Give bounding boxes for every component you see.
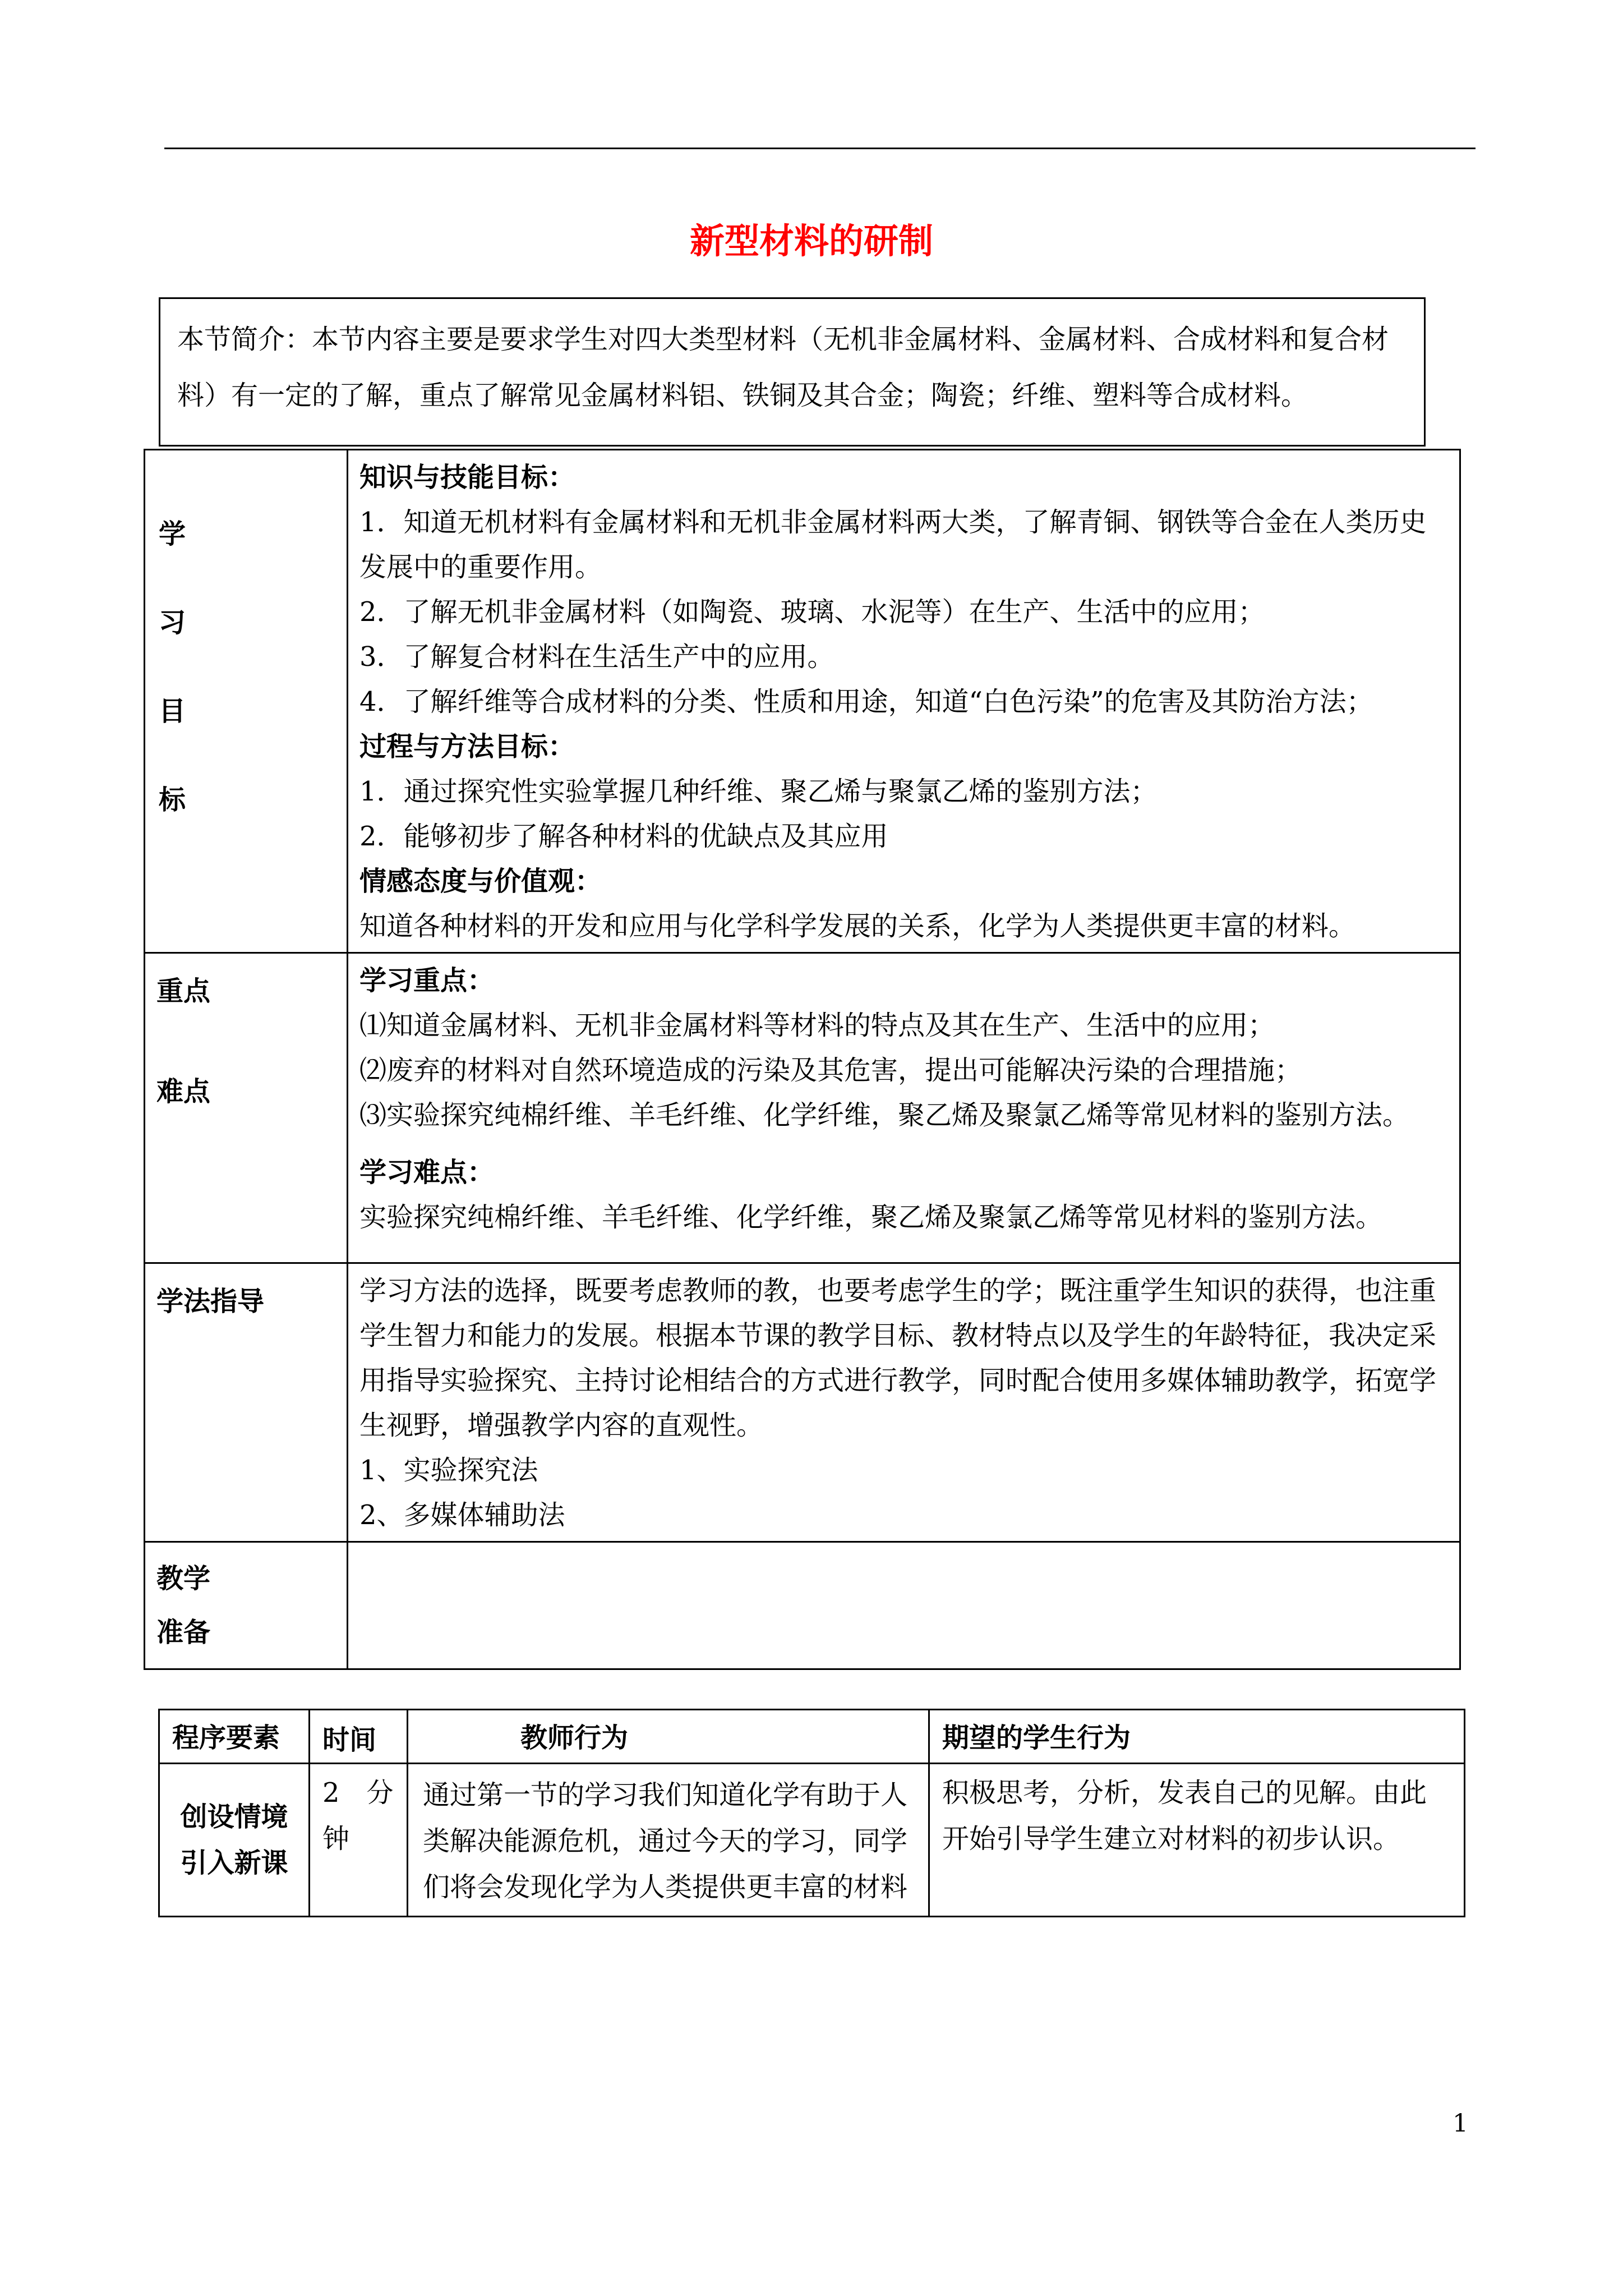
key-label-top: 重点 (156, 976, 211, 1007)
key-points-row (145, 953, 1460, 1263)
header-rule (164, 148, 1476, 149)
focus-heading: 学习重点： (359, 965, 495, 996)
knowledge-item: 3．了解复合材料在生活生产中的应用。 (359, 641, 834, 673)
preparation-content (348, 1542, 1460, 1669)
preparation-label (145, 1542, 348, 1669)
key-label-bottom: 难点 (156, 1076, 211, 1107)
row-element-line-2: 引入新课 (180, 1847, 288, 1879)
emotion-text: 知道各种材料的开发和应用与化学科学发展的关系，化学为人类提供更丰富的材料。 (359, 910, 1356, 942)
process-item: 1．通过探究性实验掌握几种纤维、聚乙烯与聚氯乙烯的鉴别方法； (359, 776, 1158, 807)
process-heading: 过程与方法目标： (359, 731, 575, 762)
method-text: 学习方法的选择，既要考虑教师的教，也要考虑学生的学；既注重学生知识的获得，也注重学生智力和能力的发展。根据本节课的教学目标、教材特点以及学生的年龄特征，我决定采用指导实验探究、主持讨论相结合的方式进行教学，同时配合使用多媒体辅助教学，拓宽学生视野，增强教学内容的直观性。 (359, 1275, 1437, 1441)
procedure-table (158, 1709, 1465, 1917)
key-points-label (145, 953, 348, 1263)
row-element-line-1: 创设情境 (180, 1801, 288, 1833)
objectives-label-char: 学 (159, 518, 186, 550)
method-content (348, 1263, 1460, 1542)
knowledge-heading: 知识与技能目标： (359, 462, 575, 493)
header-teacher: 教师行为 (408, 1710, 929, 1764)
preparation-label-2: 准备 (156, 1617, 211, 1648)
header-student: 期望的学生行为 (929, 1710, 1465, 1764)
focus-item: ⑵废弃的材料对自然环境造成的污染及其危害，提出可能解决污染的合理措施； (359, 1055, 1302, 1086)
objectives-row (145, 450, 1460, 953)
page-number: 1 (1453, 2109, 1468, 2138)
lesson-info-table (144, 449, 1461, 1670)
row-student: 积极思考，分析，发表自己的见解。由此开始引导学生建立对材料的初步认识。 (929, 1764, 1465, 1917)
method-row (145, 1263, 1460, 1542)
method-label: 学法指导 (145, 1263, 348, 1542)
row-time: 2 分钟 (310, 1764, 408, 1917)
header-time: 时间 (310, 1710, 408, 1764)
header-element: 程序要素 (159, 1710, 310, 1764)
row-element (159, 1764, 310, 1917)
objectives-label-char: 目 (159, 696, 186, 727)
intro-box (159, 297, 1426, 447)
difficulty-heading: 学习难点： (359, 1157, 495, 1188)
row-teacher: 通过第一节的学习我们知道化学有助于人类解决能源危机，通过今天的学习，同学们将会发现化学为人类提供更丰富的材料 (408, 1764, 929, 1917)
objectives-content (348, 450, 1460, 953)
process-item: 2．能够初步了解各种材料的优缺点及其应用 (359, 821, 888, 852)
objectives-label-char: 标 (159, 784, 186, 816)
knowledge-item: 2．了解无机非金属材料（如陶瓷、玻璃、水泥等）在生产、生活中的应用； (359, 596, 1265, 628)
focus-item: ⑴知道金属材料、无机非金属材料等材料的特点及其在生产、生活中的应用； (359, 1010, 1275, 1041)
method-item: 1、实验探究法 (359, 1455, 538, 1486)
procedure-row (159, 1764, 1465, 1917)
procedure-header-row (159, 1710, 1465, 1764)
emotion-heading: 情感态度与价值观： (359, 866, 602, 897)
knowledge-item: 1．知道无机材料有金属材料和无机非金属材料两大类，了解青铜、钢铁等合金在人类历史发展中的重要作用。 (359, 507, 1427, 583)
intro-text: 本节简介：本节内容主要是要求学生对四大类型材料（无机非金属材料、金属材料、合成材料和复合材料）有一定的了解，重点了解常见金属材料铝、铁铜及其合金；陶瓷；纤维、塑料等合成材料。 (177, 324, 1389, 411)
preparation-row (145, 1542, 1460, 1669)
document-title: 新型材料的研制 (689, 220, 933, 261)
preparation-label-1: 教学 (156, 1563, 211, 1594)
key-points-content (348, 953, 1460, 1263)
focus-item: ⑶实验探究纯棉纤维、羊毛纤维、化学纤维，聚乙烯及聚氯乙烯等常见材料的鉴别方法。 (359, 1099, 1410, 1131)
method-item: 2、多媒体辅助法 (359, 1499, 565, 1531)
knowledge-item: 4．了解纤维等合成材料的分类、性质和用途，知道“白色污染”的危害及其防治方法； (359, 686, 1373, 717)
objectives-label-char: 习 (159, 607, 186, 638)
objectives-label (145, 450, 348, 953)
difficulty-text: 实验探究纯棉纤维、羊毛纤维、化学纤维，聚乙烯及聚氯乙烯等常见材料的鉴别方法。 (359, 1202, 1383, 1233)
